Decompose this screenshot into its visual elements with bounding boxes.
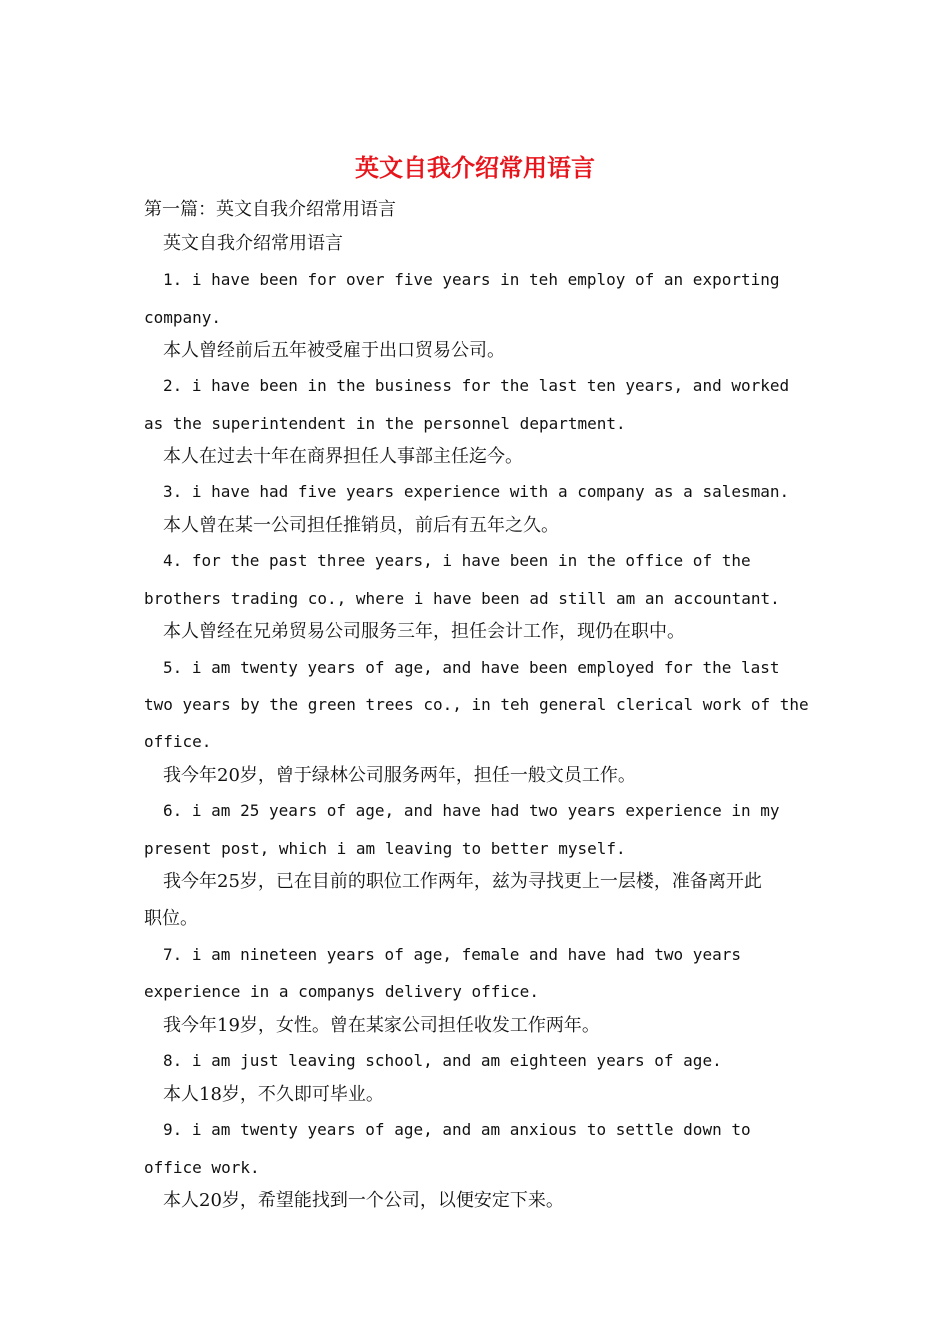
document-title: 英文自我介绍常用语言 xyxy=(355,153,595,182)
sentence-8-en: 8. i am just leaving school, and am eighteen years of age. xyxy=(163,1051,722,1070)
sentence-1-zh: 本人曾经前后五年被受雇于出口贸易公司。 xyxy=(163,340,505,361)
sentence-6-en-cont: present post, which i am leaving to better myself. xyxy=(144,839,626,858)
sentence-9-en-cont: office work. xyxy=(144,1158,260,1177)
sentence-6-zh-cont: 职位。 xyxy=(144,908,198,929)
sentence-6-en: 6. i am 25 years of age, and have had two years experience in my xyxy=(163,801,780,820)
sentence-3-en: 3. i have had five years experience with a company as a salesman. xyxy=(163,482,790,501)
section-heading: 第一篇：英文自我介绍常用语言 xyxy=(144,199,396,220)
sentence-2-zh: 本人在过去十年在商界担任人事部主任迄今。 xyxy=(163,446,523,467)
sentence-5-en-cont: two years by the green trees co., in teh general clerical work of the xyxy=(144,695,809,714)
sentence-5-en: 5. i am twenty years of age, and have been employed for the last xyxy=(163,658,780,677)
sentence-5-zh: 我今年20岁，曾于绿林公司服务两年，担任一般文员工作。 xyxy=(163,765,636,786)
sentence-6-zh: 我今年25岁，已在目前的职位工作两年，兹为寻找更上一层楼，准备离开此 xyxy=(163,871,762,892)
sentence-3-zh: 本人曾在某一公司担任推销员，前后有五年之久。 xyxy=(163,515,559,536)
sentence-2-en-cont: as the superintendent in the personnel department. xyxy=(144,414,626,433)
sentence-4-en: 4. for the past three years, i have been in the office of the xyxy=(163,551,751,570)
sentence-2-en: 2. i have been in the business for the last ten years, and worked xyxy=(163,376,790,395)
sentence-4-en-cont: brothers trading co., where i have been ad still am an accountant. xyxy=(144,589,780,608)
sentence-8-zh: 本人18岁，不久即可毕业。 xyxy=(163,1084,384,1105)
subheading: 英文自我介绍常用语言 xyxy=(163,233,343,254)
sentence-7-zh: 我今年19岁，女性。曾在某家公司担任收发工作两年。 xyxy=(163,1015,600,1036)
sentence-9-zh: 本人20岁，希望能找到一个公司，以便安定下来。 xyxy=(163,1190,564,1211)
sentence-7-en-cont: experience in a companys delivery office. xyxy=(144,982,539,1001)
sentence-1-en: 1. i have been for over five years in teh employ of an exporting xyxy=(163,270,780,289)
sentence-4-zh: 本人曾经在兄弟贸易公司服务三年，担任会计工作，现仍在职中。 xyxy=(163,621,685,642)
sentence-5-en-cont2: office. xyxy=(144,732,212,751)
sentence-1-en-cont: company. xyxy=(144,308,222,327)
sentence-7-en: 7. i am nineteen years of age, female and have had two years xyxy=(163,945,741,964)
sentence-9-en: 9. i am twenty years of age, and am anxious to settle down to xyxy=(163,1120,751,1139)
